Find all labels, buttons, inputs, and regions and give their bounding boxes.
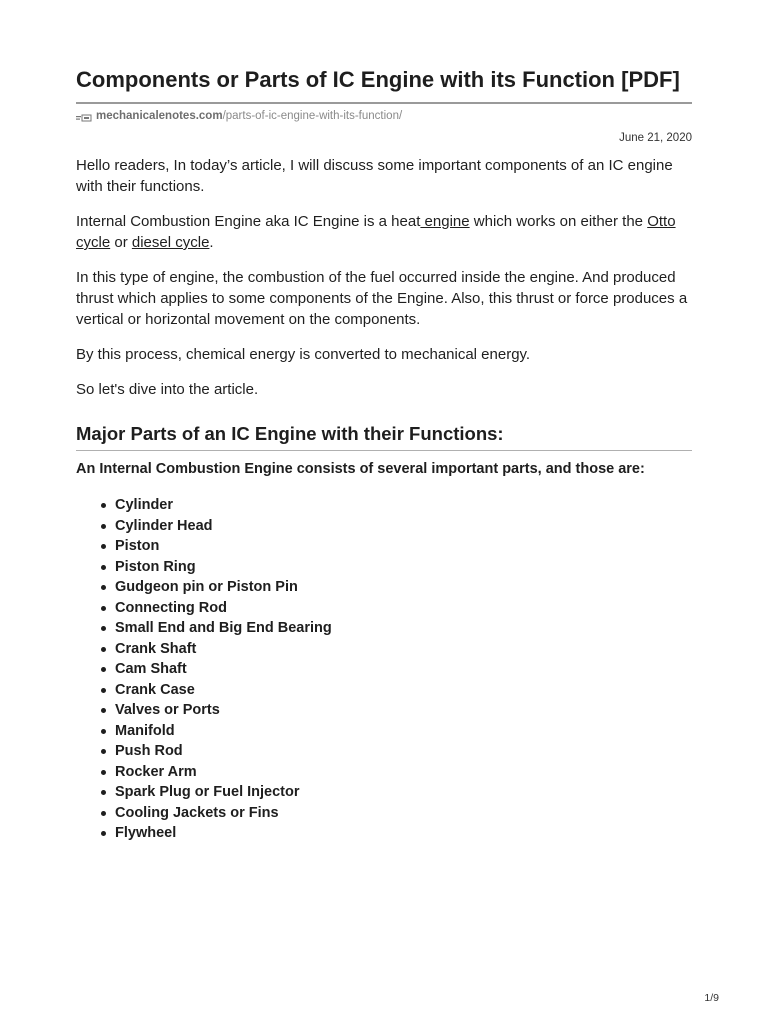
bullet-icon bbox=[101, 565, 106, 570]
page-title: Components or Parts of IC Engine with its Function [PDF] bbox=[76, 67, 680, 92]
section-divider bbox=[76, 450, 692, 451]
bullet-icon bbox=[101, 770, 106, 775]
engine-link[interactable]: engine bbox=[420, 213, 470, 230]
list-item: Crank Shaft bbox=[115, 639, 692, 660]
list-item: Piston bbox=[115, 536, 692, 557]
page-number: 1/9 bbox=[704, 992, 719, 1004]
list-item: Gudgeon pin or Piston Pin bbox=[115, 577, 692, 598]
list-item: Small End and Big End Bearing bbox=[115, 618, 692, 639]
list-item: Push Rod bbox=[115, 741, 692, 762]
section-intro: An Internal Combustion Engine consists of several important parts, and those are: bbox=[76, 461, 645, 477]
bullet-icon bbox=[101, 503, 106, 508]
parts-list bbox=[76, 495, 692, 844]
source-url[interactable] bbox=[76, 109, 692, 123]
definition-paragraph bbox=[76, 211, 692, 253]
bullet-icon bbox=[101, 708, 106, 713]
bullet-icon bbox=[101, 544, 106, 549]
list-item: Piston Ring bbox=[115, 557, 692, 578]
publish-date: June 21, 2020 bbox=[619, 132, 692, 144]
list-item: Cam Shaft bbox=[115, 659, 692, 680]
source-domain: mechanicalenotes.com bbox=[96, 110, 223, 122]
list-item: Valves or Ports bbox=[115, 700, 692, 721]
list-item: Manifold bbox=[115, 721, 692, 742]
otto-cycle-link[interactable]: Otto cycle bbox=[76, 213, 676, 251]
list-item: Cooling Jackets or Fins bbox=[115, 803, 692, 824]
combustion-paragraph: In this type of engine, the combustion of the fuel occurred inside the engine. And produced thrust which applies to some components of the Engine. Also, this thrust or force produces a vertical or horizontal movement on the components. bbox=[76, 269, 688, 328]
dive-paragraph: So let's dive into the article. bbox=[76, 381, 259, 398]
list-item: Rocker Arm bbox=[115, 762, 692, 783]
bullet-icon bbox=[101, 585, 106, 590]
bullet-icon bbox=[101, 606, 106, 611]
definition-text-mid: which works on either the bbox=[469, 213, 648, 230]
diesel-cycle-link[interactable]: diesel cycle bbox=[131, 234, 210, 251]
site-logo-icon bbox=[76, 112, 92, 120]
definition-text-end: . bbox=[209, 234, 214, 251]
list-item: Cylinder Head bbox=[115, 516, 692, 537]
bullet-icon bbox=[101, 667, 106, 672]
section-heading: Major Parts of an IC Engine with their Functions: bbox=[76, 423, 504, 444]
list-item: Flywheel bbox=[115, 823, 692, 844]
list-item: Connecting Rod bbox=[115, 598, 692, 619]
intro-paragraph: Hello readers, In today’s article, I will discuss some important components of an IC engine with their functions. bbox=[76, 157, 673, 195]
bullet-icon bbox=[101, 647, 106, 652]
bullet-icon bbox=[101, 749, 106, 754]
energy-paragraph: By this process, chemical energy is converted to mechanical energy. bbox=[76, 346, 531, 363]
bullet-icon bbox=[101, 831, 106, 836]
list-item: Spark Plug or Fuel Injector bbox=[115, 782, 692, 803]
bullet-icon bbox=[101, 811, 106, 816]
document-page bbox=[76, 0, 692, 844]
title-divider bbox=[76, 102, 692, 104]
bullet-icon bbox=[101, 790, 106, 795]
bullet-icon bbox=[101, 729, 106, 734]
bullet-icon bbox=[101, 626, 106, 631]
bullet-icon bbox=[101, 688, 106, 693]
bullet-icon bbox=[101, 524, 106, 529]
source-path: /parts-of-ic-engine-with-its-function/ bbox=[222, 110, 403, 122]
list-item: Cylinder bbox=[115, 495, 692, 516]
definition-text-or: or bbox=[110, 234, 132, 251]
definition-text: Internal Combustion Engine aka IC Engine is a heat bbox=[76, 213, 421, 230]
list-item: Crank Case bbox=[115, 680, 692, 701]
